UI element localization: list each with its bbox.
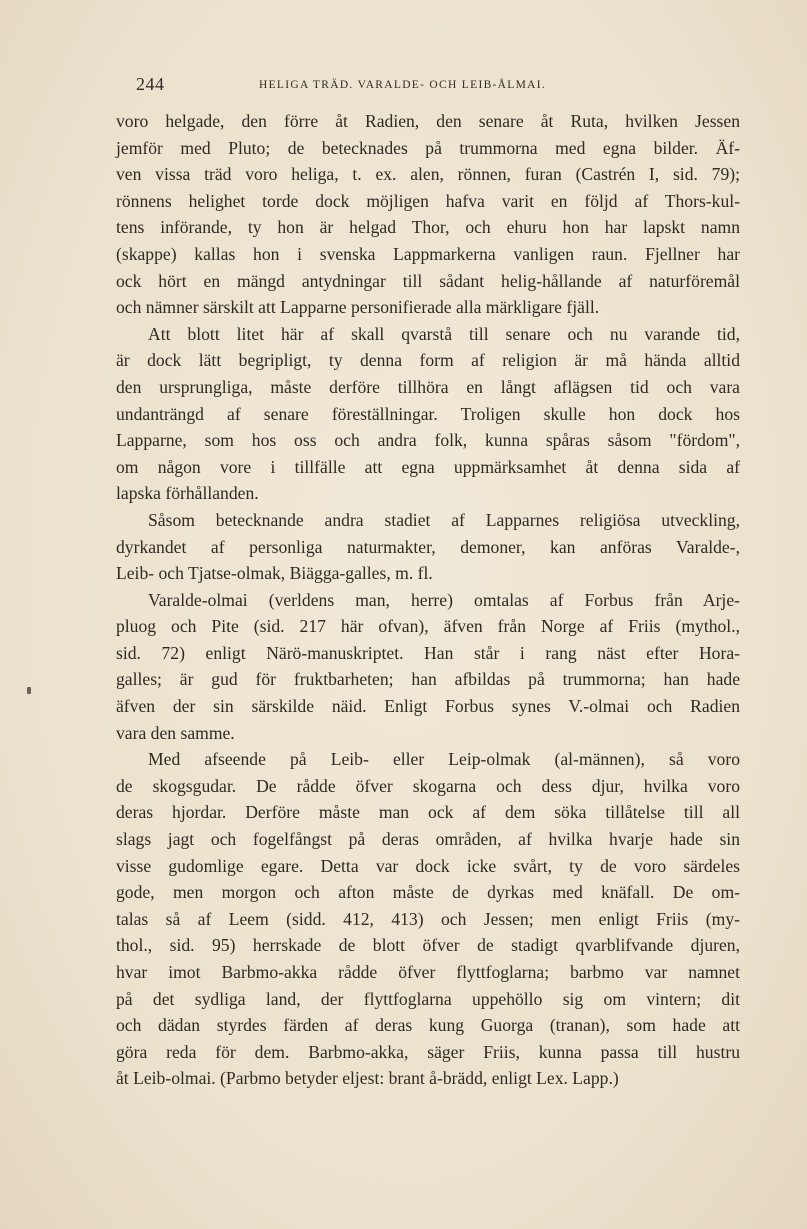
text-line: äfven der sin särskilde näid. Enligt Forbus synes V.-olmai och Radien — [116, 696, 740, 717]
page-header — [116, 74, 716, 98]
text-line: dyrkandet af personliga naturmakter, demoner, kan anföras Varalde-, — [116, 536, 740, 557]
text-line: slags jagt och fogelfångst på deras områden, af hvilka hvarje hade sin — [116, 829, 740, 850]
text-line: på det sydliga land, der flyttfoglarna uppehöllo sig om vintern; dit — [116, 988, 740, 1009]
margin-ink-mark — [27, 687, 31, 694]
text-line: Varalde-olmai (verldens man, herre) omtalas af Forbus från Arje- — [148, 589, 740, 610]
text-line: Leib- och Tjatse-olmak, Biägga-galles, m. fl. — [116, 563, 433, 584]
text-line: visse gudomlige egare. Detta var dock icke svårt, ty de voro särdeles — [116, 855, 740, 876]
text-line: deras hjordar. Derföre måste man ock af dem söka tillåtelse till all — [116, 802, 740, 823]
text-line: hvar imot Barbmo-akka rådde öfver flyttfoglarna; barbmo var namnet — [116, 962, 740, 982]
text-line: (skappe) kallas hon i svenska Lappmarkerna vanligen raun. Fjellner har — [116, 243, 740, 264]
text-line: rönnens helighet torde dock möjligen hafva varit en följd af Thors-kul- — [116, 190, 740, 211]
running-head: HELIGA TRÄD. VARALDE- OCH LEIB-ÅLMAI. — [259, 79, 547, 91]
text-line: Såsom betecknande andra stadiet af Lapparnes religiösa utveckling, — [148, 509, 740, 530]
text-line: undanträngd af senare föreställningar. Troligen skulle hon dock hos — [116, 403, 740, 424]
text-line: vara den samme. — [116, 722, 235, 743]
text-line: gode, men morgon och afton måste de dyrkas med knäfall. De om- — [116, 882, 740, 903]
text-line: sid. 72) enligt Närö-manuskriptet. Han står i rang näst efter Hora- — [116, 642, 740, 663]
text-line: och nämner särskilt att Lapparne personifierade alla märkligare fjäll. — [116, 297, 600, 318]
text-line: de skogsgudar. De rådde öfver skogarna och dess djur, hvilka voro — [116, 775, 740, 796]
body-text — [116, 108, 740, 1092]
text-line: åt Leib-olmai. (Parbmo betyder eljest: brant å-brädd, enligt Lex. Lapp.) — [116, 1068, 619, 1089]
text-line: talas så af Leem (sidd. 412, 413) och Jessen; men enligt Friis (my- — [116, 908, 740, 929]
page-number: 244 — [136, 74, 165, 94]
text-line: jemför med Pluto; de betecknades på trummorna med egna bilder. Äf- — [116, 137, 740, 158]
text-line: göra reda för dem. Barbmo-akka, säger Friis, kunna passa till hustru — [116, 1041, 740, 1062]
text-line: Med afseende på Leib- eller Leip-olmak (al-männen), så voro — [148, 749, 740, 770]
text-line: thol., sid. 95) herrskade de blott öfver de stadigt qvarblifvande djuren, — [116, 935, 740, 956]
text-line: om någon vore i tillfälle att egna uppmärksamhet åt denna sida af — [116, 456, 740, 477]
text-line: Lapparne, som hos oss och andra folk, kunna spåras såsom "fördom", — [116, 430, 740, 451]
text-line: voro helgade, den förre åt Radien, den senare åt Ruta, hvilken Jessen — [116, 111, 740, 131]
text-line: tens införande, ty hon är helgad Thor, och ehuru hon har lapskt namn — [116, 217, 740, 238]
text-line: Att blott litet här af skall qvarstå till senare och nu varande tid, — [148, 323, 740, 344]
text-line: pluog och Pite (sid. 217 här ofvan), äfven från Norge af Friis (mythol., — [116, 616, 740, 637]
text-line: den ursprungliga, måste derföre tillhöra en långt aflägsen tid och vara — [116, 376, 740, 397]
text-line: och dädan styrdes färden af deras kung Guorga (tranan), som hade att — [116, 1015, 740, 1036]
text-line: galles; är gud för fruktbarheten; han afbildas på trummorna; han hade — [116, 669, 740, 690]
text-line: ock hört en mängd antydningar till sådant helig-hållande af naturföremål — [116, 270, 740, 291]
text-line: ven vissa träd voro heliga, t. ex. alen, rönnen, furan (Castrén I, sid. 79); — [116, 164, 740, 185]
text-line: lapska förhållanden. — [116, 483, 259, 504]
text-line: är dock lätt begripligt, ty denna form af religion är må hända alltid — [116, 350, 740, 371]
